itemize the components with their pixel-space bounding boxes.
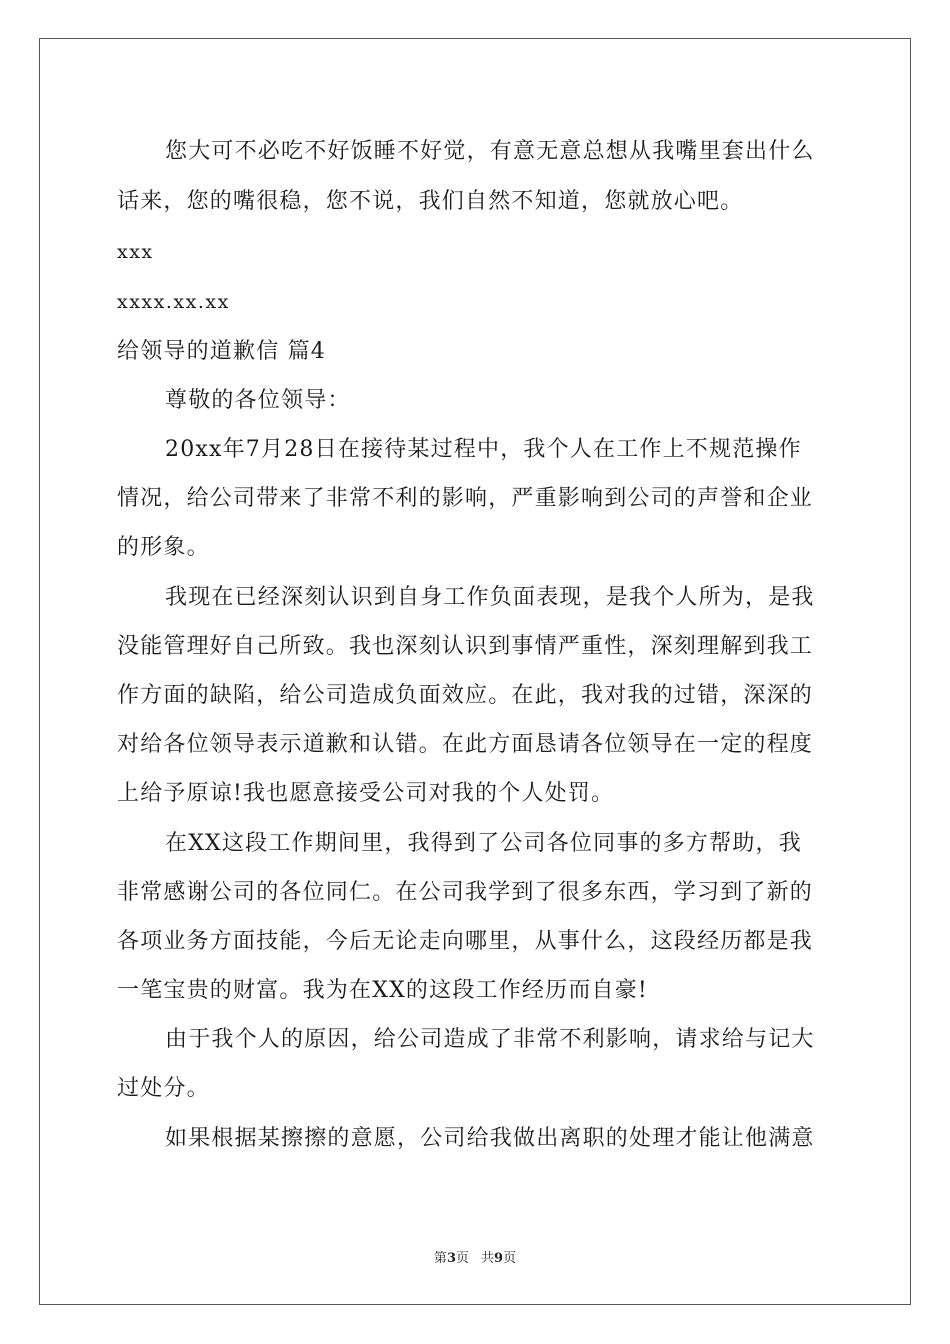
footer-page-suffix: 页 <box>455 1251 469 1266</box>
body-line: 各项业务方面技能，今后无论走向哪里，从事什么，这段经历都是我 <box>117 929 814 954</box>
footer-page-number: 3 <box>446 1251 456 1266</box>
body-line: 由于我个人的原因，给公司造成了非常不利影响，请求给与记大 <box>165 1027 815 1052</box>
signature-name: xxx <box>117 241 154 263</box>
section-heading: 给领导的道歉信 篇4 <box>117 339 326 364</box>
body-line: 一笔宝贵的财富。我为在XX的这段工作经历而自豪! <box>117 978 648 1003</box>
body-line: 过处分。 <box>117 1076 210 1101</box>
footer-total-suffix: 页 <box>503 1251 517 1266</box>
body-line: 如果根据某擦擦的意愿，公司给我做出离职的处理才能让他满意 <box>165 1126 815 1151</box>
body-line: 情况，给公司带来了非常不利的影响，严重影响到公司的声誉和企业 <box>117 486 814 511</box>
body-line: 您大可不必吃不好饭睡不好觉，有意无意总想从我嘴里套出什么 <box>165 139 815 164</box>
body-line: 在XX这段工作期间里，我得到了公司各位同事的多方帮助，我 <box>165 831 802 856</box>
footer-total-pages: 9 <box>494 1251 504 1266</box>
footer-total-prefix: 共 <box>481 1251 495 1266</box>
page-footer <box>0 1247 950 1266</box>
body-line: 对给各位领导表示道歉和认错。在此方面恳请各位领导在一定的程度 <box>117 732 814 757</box>
body-line: 我现在已经深刻认识到自身工作负面表现，是我个人所为，是我 <box>165 585 815 610</box>
body-line: 作方面的缺陷，给公司造成负面效应。在此，我对我的过错，深深的 <box>117 683 814 708</box>
footer-prefix: 第 <box>433 1251 447 1266</box>
body-line: 上给予原谅!我也愿意接受公司对我的个人处罚。 <box>117 781 615 806</box>
signature-date: xxxx.xx.xx <box>117 291 230 313</box>
body-line: 没能管理好自己所致。我也深刻认识到事情严重性，深刻理解到我工 <box>117 634 814 659</box>
body-line: 非常感谢公司的各位同仁。在公司我学到了很多东西，学习到了新的 <box>117 880 814 905</box>
page-border <box>39 38 911 1305</box>
body-line: 20xx年7月28日在接待某过程中，我个人在工作上不规范操作 <box>165 437 802 462</box>
body-line: 的形象。 <box>117 535 210 560</box>
salutation: 尊敬的各位领导： <box>165 388 351 413</box>
body-line: 话来，您的嘴很稳，您不说，我们自然不知道，您就放心吧。 <box>117 189 744 214</box>
